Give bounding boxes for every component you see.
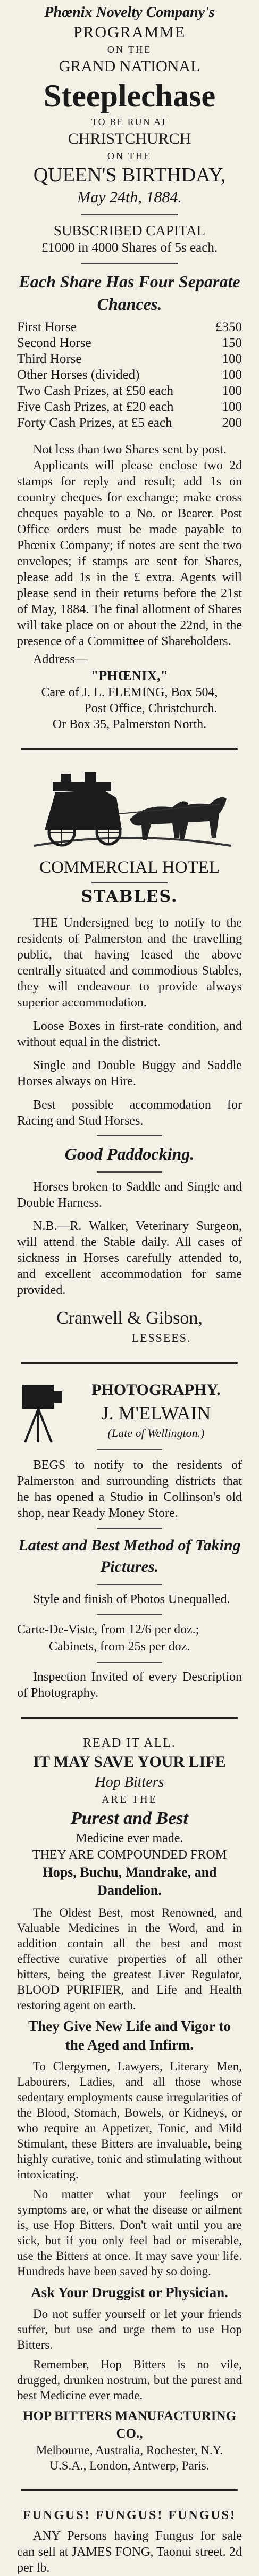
new-life-heading: They Give New Life and Vigor to the Aged and Infirm.: [28, 2018, 231, 2053]
hop-para-1: The Oldest Best, most Renowned, and Valuable Medicines in the Word, and in addition contain all the best and most effective curative properties of all other bitters, being the greatest Liver Regulator, BLOOD PURIFIER, and Life and Health restoring agent on earth.: [17, 1906, 242, 2012]
applicants-note: Applicants will please enclose two 2d stamps for reply and result; add 1s on country cheques for exchange; make cross cheques payable to a No. or Bearer. Post Office orders must be made payable to Phœnix Company; if notes are sent the two envelopes; if stamps are sent for Shares, please add 1s in the £ extra. Agents will please send in their returns before the 21st of May, 1884. The final allotment of Shares will take place on or about the 22nd, in the presence of a Committee of Shareholders.: [17, 459, 242, 648]
town-name: CHRISTCHURCH: [68, 130, 191, 147]
address-line-3: Or Box 35, Palmerston North.: [52, 717, 207, 731]
prize-row: [17, 351, 242, 367]
buggies-note: Single and Double Buggy and Saddle Horses always on Hire.: [17, 1059, 242, 1088]
address-label: Address—: [33, 653, 88, 666]
address-line-1: Care of J. L. FLEMING, Box 504,: [41, 686, 218, 699]
prize-label: Five Cash Prizes, at £20 each: [17, 400, 174, 414]
fungus-advertisement: [17, 2507, 242, 2576]
prize-label: Second Horse: [17, 336, 91, 350]
race-date: May 24th, 1884.: [77, 188, 182, 206]
paddocking-heading: Good Paddocking.: [64, 1144, 195, 1163]
loose-boxes-note: Loose Boxes in first-rate condition, and without equal in the district.: [17, 1019, 242, 1049]
studio-note: BEGS to notify to the residents of Palmerston and surrounding districts that he has opened a Studio in Collinson's old shop, near Ready Money Store.: [17, 1458, 242, 1520]
prize-value: 100: [222, 400, 242, 414]
ingredients-line: Hops, Buchu, Mandrake, and Dandelion.: [42, 1864, 217, 1898]
fungus-note: ANY Persons having Fungus for sale can sell at JAMES FONG, Taonui street. 2d per lb.: [17, 2529, 242, 2575]
veterinary-note: N.B.—R. Walker, Veterinary Surgeon, will attend the Stable daily. All cases of sickness in Horses carefully attended to, and excellent accommodation for same provided.: [17, 1219, 242, 1297]
prize-value: 200: [222, 416, 242, 430]
prize-row: [17, 383, 242, 399]
hop-product: Hop Bitters: [95, 1774, 164, 1790]
hop-para-5: Remember, Hop Bitters is no vile, drugged, drunken nostrum, but the purest and best Medicine ever made.: [17, 2358, 242, 2402]
prize-row: [17, 399, 242, 415]
prize-value: 150: [222, 336, 242, 350]
hop-para-3: No matter what your feelings or symptoms are, or what the disease or ailment is, use Hop Bitters. Don't wait until you are sick, but if you only feel bad or miserable, use the Bitters at once. It may save your life. Hundreds have been saved by so doing.: [17, 2187, 242, 2278]
style-note: Style and finish of Photos Unequalled.: [33, 1592, 230, 1606]
hotel-title: COMMERCIAL HOTEL: [39, 858, 220, 877]
racing-note: Best possible accommodation for Racing and Stud Horses.: [17, 1098, 242, 1128]
medicine-line: Medicine ever made.: [76, 1831, 183, 1845]
prize-row: [17, 415, 242, 431]
prize-label: Other Horses (divided): [17, 368, 140, 382]
prize-label: Forty Cash Prizes, at £5 each: [17, 416, 172, 430]
manufacturer-locations: Melbourne, Australia, Rochester, N.Y. U.S.A., London, Antwerp, Paris.: [36, 2443, 223, 2472]
hop-headline: IT MAY SAVE YOUR LIFE: [33, 1753, 226, 1771]
fungus-title: FUNGUS! FUNGUS! FUNGUS!: [23, 2508, 236, 2522]
hotel-intro: THE Undersigned beg to notify to the residents of Palmerston and the travelling public, that having leased the above centrally situated and commodious Stables, they will endeavour to provide always superior accommodation.: [17, 916, 242, 1010]
shares-note: Not less than two Shares sent by post.: [33, 443, 227, 457]
read-it-all: READ IT ALL.: [83, 1736, 176, 1750]
address-line-2: Post Office, Christchurch.: [84, 701, 218, 715]
prize-row: [17, 319, 242, 335]
method-heading: Latest and Best Method of Taking Pictures.: [18, 1537, 241, 1575]
lessees-label: LESSEES.: [131, 1331, 191, 1344]
coach-and-horses-illustration: [23, 766, 236, 851]
programme-label: PROGRAMME: [73, 23, 186, 41]
photographer-name: J. M'ELWAIN: [101, 1402, 211, 1424]
prize-label: Two Cash Prizes, at £50 each: [17, 384, 174, 398]
carte-de-visite-price: Carte-De-Viste, from 12/6 per doz.;: [17, 1623, 199, 1637]
inspection-note: Inspection Invited of every Description of Photography.: [17, 1670, 242, 1700]
prize-row: [17, 335, 242, 351]
ask-druggist-heading: Ask Your Druggist or Physician.: [31, 2284, 228, 2300]
prize-value: 100: [222, 352, 242, 366]
company-header: Phœnix Novelty Company's: [44, 4, 215, 21]
proprietors-name: Cranwell & Gibson,: [56, 1308, 203, 1328]
hotel-advertisement: [17, 766, 242, 1346]
hotel-subtitle: STABLES.: [81, 887, 178, 906]
steeplechase-heading: Steeplechase: [43, 78, 216, 113]
event-name: GRAND NATIONAL: [59, 57, 200, 75]
photographer-note: (Late of Wellington.): [107, 1426, 205, 1440]
chances-heading: Each Share Has Four Separate Chances.: [19, 272, 240, 313]
capital-detail: £1000 in 4000 Shares of 5s each.: [41, 241, 218, 255]
hop-para-2: To Clergymen, Lawyers, Literary Men, Labourers, Ladies, and all those whose sedentary employments cause irregularities of the Blood, Stomach, Bowels, or Kidneys, or who require an Appetizer, Tonic, and Mild Stimulant, these Bitters are invaluable, being highly curative, tonic and stimulating without intoxicating.: [17, 2060, 242, 2181]
purest-heading: Purest and Best: [70, 1809, 189, 1828]
on-the-label-2: ON THE: [107, 151, 152, 161]
manufacturer-name: HOP BITTERS MANUFACTURING CO.,: [23, 2409, 236, 2441]
hop-bitters-advertisement: [17, 1735, 242, 2473]
photography-advertisement: [17, 1380, 242, 1701]
camera-icon: [17, 1380, 65, 1443]
prize-value: £350: [215, 320, 242, 334]
prize-value: 100: [222, 384, 242, 398]
hop-para-4: Do not suffer yourself or let your friends suffer, but use and urge them to use Hop Bitters.: [17, 2307, 242, 2351]
prize-label: First Horse: [17, 320, 77, 334]
capital-title: SUBSCRIBED CAPITAL: [53, 222, 206, 238]
are-the-label: ARE THE: [102, 1794, 157, 1805]
compounded-line: THEY ARE COMPOUNDED FROM: [32, 1848, 227, 1862]
prize-value: 100: [222, 368, 242, 382]
address-name: "PHŒNIX,": [90, 668, 169, 683]
run-at-label: TO BE RUN AT: [91, 117, 168, 127]
programme-advertisement: [17, 0, 242, 732]
prize-row: [17, 367, 242, 383]
prize-list: [17, 319, 242, 431]
occasion-name: QUEEN'S BIRTHDAY,: [33, 164, 226, 186]
prize-label: Third Horse: [17, 352, 82, 366]
harness-note: Horses broken to Saddle and Single and Double Harness.: [17, 1180, 242, 1210]
cabinet-price: Cabinets, from 25s per doz.: [49, 1640, 190, 1654]
on-the-label: ON THE: [107, 44, 152, 55]
photography-title: PHOTOGRAPHY.: [91, 1381, 221, 1399]
